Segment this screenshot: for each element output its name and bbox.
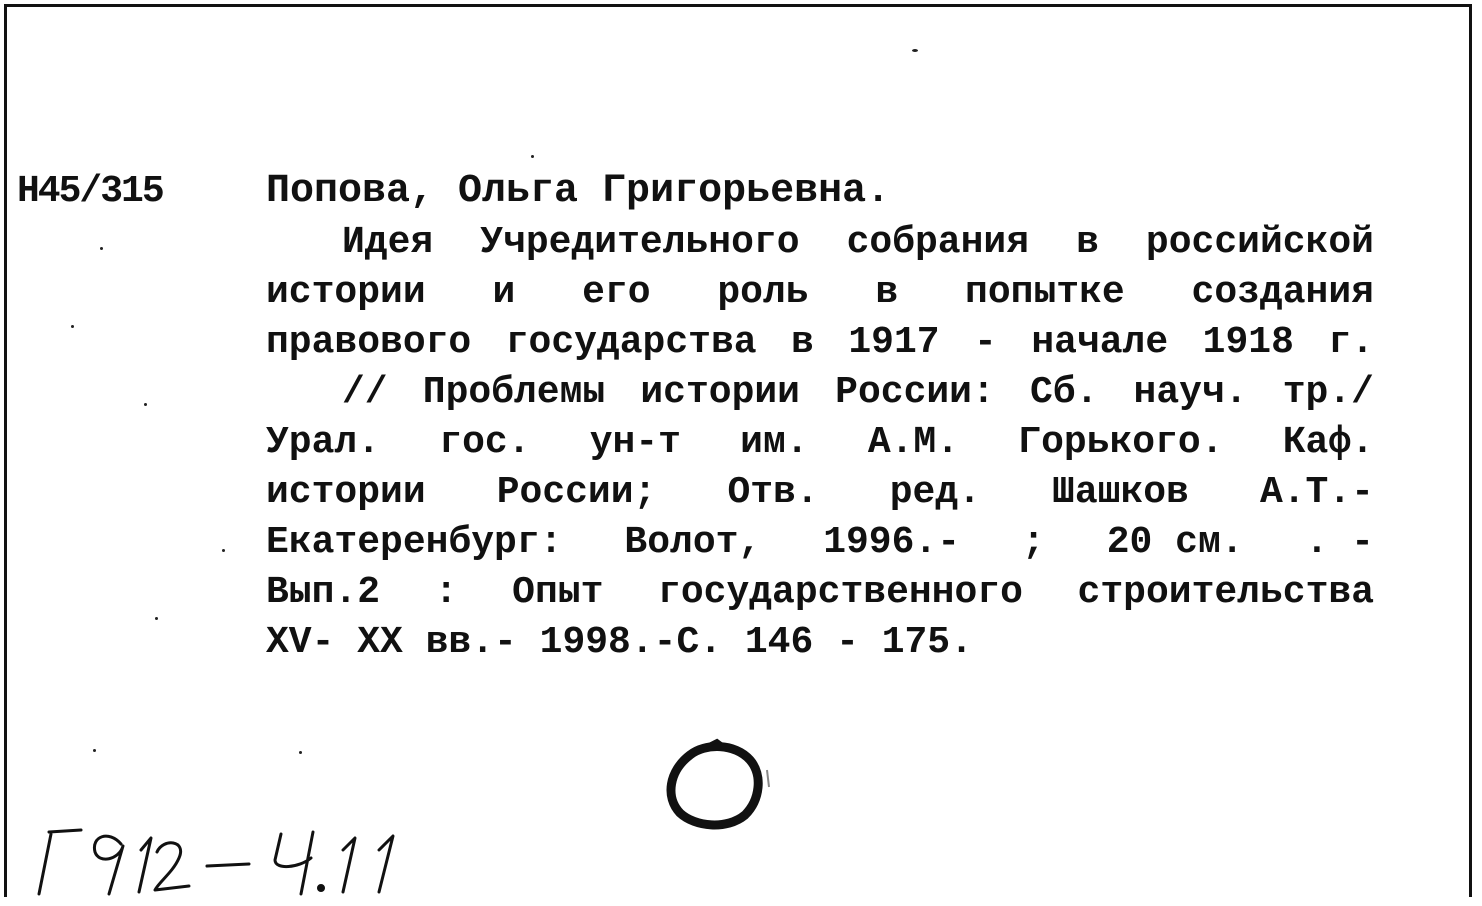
word: Шашков [1052,471,1189,514]
word: собрания [846,221,1030,264]
word: истории [266,271,426,314]
description-line-4 [342,371,1374,415]
description-line-5 [266,421,1374,465]
word: тр./ [1282,371,1374,414]
word: 1918 [1202,321,1294,364]
word: г. [1328,321,1374,364]
word: 1996.- [823,521,961,564]
word: Сб. [1029,371,1099,414]
hole-icon [655,735,775,835]
shelfmark: Н45/315 [17,170,163,213]
description-line-2 [266,271,1374,315]
word: : [434,571,458,614]
word: . - [1305,521,1374,564]
word: Екатеренбург: [266,521,563,564]
word: ун-т [589,421,681,464]
description-line-8 [266,571,1374,615]
word: Опыт [512,571,604,614]
word: начале [1031,321,1169,364]
word: в [875,271,899,314]
word: истории [266,471,426,514]
word: Проблемы [422,371,606,414]
word: А.Т.- [1259,471,1374,514]
description-line-9: XV- XX вв.- 1998.-С. 146 - 175. [266,621,973,664]
word: Идея [342,221,434,264]
word: науч. [1133,371,1248,414]
description-line-7 [266,521,1374,565]
word: создания [1191,271,1374,314]
word: - [974,321,997,364]
word: истории [640,371,800,414]
word: гос. [439,421,531,464]
author-heading: Попова, Ольга Григорьевна. [266,169,891,214]
word: и [492,271,516,314]
word: Урал. [266,421,381,464]
word: Волот, [624,521,762,564]
word: им. [740,421,809,464]
description-line-1 [342,221,1374,265]
word: России: [835,371,995,414]
word: строительства [1077,571,1374,614]
word: его [582,271,651,314]
word: 1917 [848,321,940,364]
word: ред. [889,471,981,514]
word: правового [266,321,472,364]
word: 20 см. [1106,521,1244,564]
description-line-6 [266,471,1374,515]
description-line-3 [266,321,1374,365]
word: Отв. [727,471,819,514]
word: // [342,371,388,414]
word: Вып.2 [266,571,381,614]
catalog-card [4,4,1472,897]
word: Учредительного [480,221,800,264]
word: в [791,321,814,364]
word: в [1076,221,1099,264]
word: Горького. [1018,421,1224,464]
word: роль [717,271,809,314]
word: Каф. [1282,421,1374,464]
handwritten-code [29,822,419,902]
word: России; [496,471,657,514]
word: государства [505,321,757,364]
word: российской [1145,221,1374,264]
word: государственного [658,571,1023,614]
word: ; [1021,521,1045,564]
word: попытке [965,271,1125,314]
word: А.М. [867,421,960,464]
